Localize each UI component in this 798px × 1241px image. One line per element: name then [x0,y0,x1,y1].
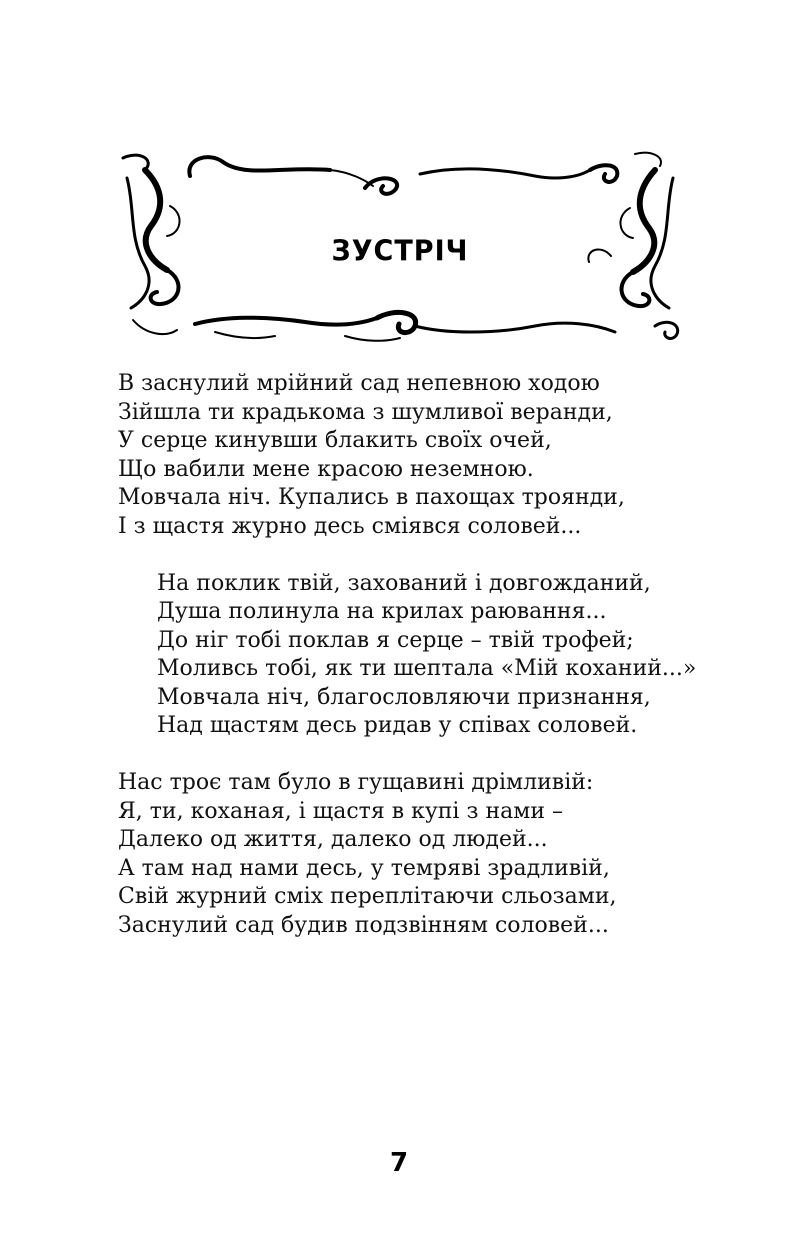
poem-line: В заснулий мрійний сад непевною ходою [118,371,600,396]
poem-line: Моливсь тобі, як ти шептала «Мій коханий...» [157,656,697,681]
poem-line: На поклик твій, захований і довгожданий, [157,570,651,596]
poem-line: А там над нами десь, у темряві зрадливій, [118,855,610,881]
stanza-2 [118,570,758,741]
poem-line: Заснулий сад будив подзвінням соловей... [118,912,609,938]
page-number: 7 [389,1148,409,1178]
poem-body [118,370,758,940]
poem-line: Що вабили мене красою неземною. [118,456,534,482]
poem-line: У серце кинувши блакить своїх очей, [118,428,552,453]
stanza-1 [118,370,758,541]
poem-line: Душа полинула на крилах раювання... [157,599,607,624]
poem-line: Зійшла ти крадькома з шумливої веранди, [118,399,613,425]
poem-line: Далеко од життя, далеко од людей... [118,827,548,852]
stanza-3 [118,769,758,940]
poem-line: Над щастям десь ридав у співах соловей. [157,713,638,738]
poem-line: І з щастя журно десь сміявся соловей... [118,513,582,539]
poem-title: ЗУСТРІЧ [331,235,469,268]
poem-line: Мовчала ніч. Купались в пахощах троянди, [118,485,625,510]
poem-line: Нас троє там було в гущавині дрімливій: [118,770,594,795]
poem-line: Мовчала ніч, благословляючи признання, [157,684,651,710]
poem-line: Я, ти, коханая, і щастя в купі з нами – [118,798,564,824]
poem-line: До ніг тобі поклав я серце – твій трофей; [157,627,634,653]
poem-line: Свій журний сміх переплітаючи сльозами, [118,884,617,909]
ornamental-title-frame [115,148,685,348]
